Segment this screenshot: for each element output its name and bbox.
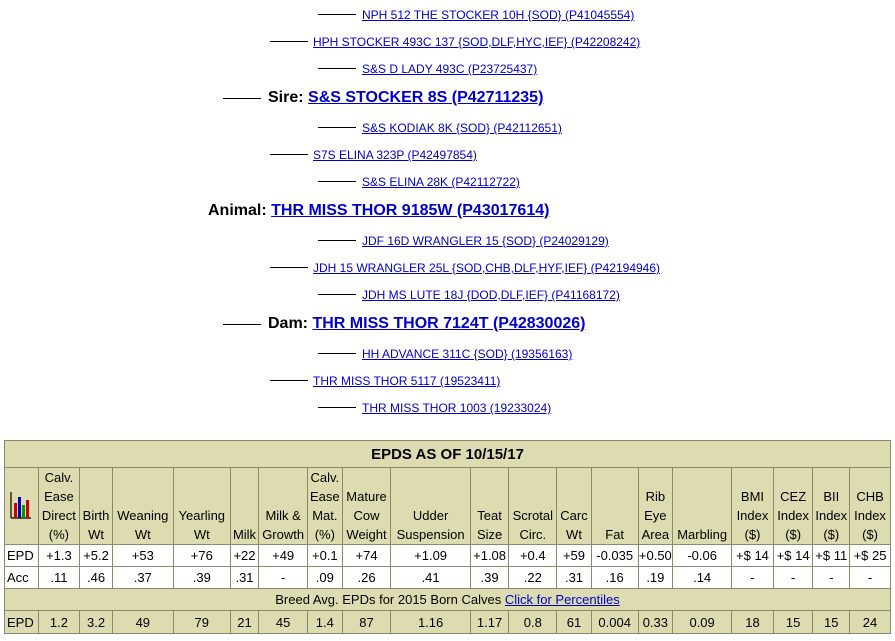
link-gsire-1[interactable]: HPH STOCKER 493C 137 {SOD,DLF,HYC,IEF} (P42208242): [313, 35, 641, 49]
column-header: Teat Size: [470, 468, 509, 545]
epd-value: -0.035: [591, 545, 638, 567]
pedigree-connector: [223, 98, 261, 99]
column-header: Milk: [230, 468, 258, 545]
column-header: Fat: [591, 468, 638, 545]
breed-average-value: 0.004: [591, 611, 638, 634]
link-ggsire-2[interactable]: S&S KODIAK 8K {SOD} (P42112651): [362, 121, 562, 135]
sire-row: [268, 88, 543, 108]
epd-table: [4, 440, 891, 634]
accuracy-value: -: [732, 567, 774, 589]
accuracy-value: .31: [230, 567, 258, 589]
link-gdam-2[interactable]: THR MISS THOR 5117 (19523411): [313, 374, 501, 388]
epd-value: +$ 14: [732, 545, 774, 567]
breed-average-value: 15: [813, 611, 850, 634]
link-ggdam-4[interactable]: THR MISS THOR 1003 (19233024): [362, 401, 552, 415]
epd-row-label: EPD: [5, 545, 39, 567]
epd-value: +1.08: [470, 545, 509, 567]
epd-value: +5.2: [80, 545, 113, 567]
pedigree-connector: [270, 380, 308, 381]
epd-value: +1.3: [38, 545, 80, 567]
link-gsire-2[interactable]: JDH 15 WRANGLER 25L {SOD,CHB,DLF,HYF,IEF} (P42194946): [313, 261, 661, 275]
accuracy-value: .39: [173, 567, 230, 589]
accuracy-value: -: [813, 567, 850, 589]
accuracy-value: .22: [509, 567, 557, 589]
link-ggdam-1[interactable]: S&S D LADY 493C (P23725437): [362, 62, 538, 76]
breed-average-value: 61: [557, 611, 592, 634]
column-header: Milk & Growth: [259, 468, 308, 545]
acc-row-label: Acc: [5, 567, 39, 589]
accuracy-value: .39: [470, 567, 509, 589]
accuracy-value: -: [259, 567, 308, 589]
pedigree-connector: [270, 267, 308, 268]
accuracy-value: -: [773, 567, 813, 589]
column-header: Rib Eye Area: [638, 468, 673, 545]
epd-value: +74: [342, 545, 391, 567]
pedigree-connector: [318, 68, 356, 69]
chart-icon-cell[interactable]: [5, 468, 39, 545]
pedigree-connector: [318, 407, 356, 408]
accuracy-value: .19: [638, 567, 673, 589]
link-ggsire-4[interactable]: HH ADVANCE 311C {SOD} (19356163): [362, 347, 573, 361]
breed-average-value: 1.2: [38, 611, 80, 634]
accuracy-value: .41: [391, 567, 470, 589]
column-header: Carc Wt: [557, 468, 592, 545]
sire-label: Sire:: [268, 89, 304, 106]
link-dam[interactable]: THR MISS THOR 7124T (P42830026): [312, 315, 586, 332]
breed-average-value: 15: [773, 611, 813, 634]
column-header: CHB Index ($): [850, 468, 891, 545]
dam-label: Dam:: [268, 315, 309, 332]
accuracy-value: .26: [342, 567, 391, 589]
pedigree-connector: [318, 127, 356, 128]
column-header: Mature Cow Weight: [342, 468, 391, 545]
link-gdam-1[interactable]: S7S ELINA 323P (P42497854): [313, 148, 477, 162]
breed-average-value: 87: [342, 611, 391, 634]
breed-average-value: 24: [850, 611, 891, 634]
epd-value: +$ 14: [773, 545, 813, 567]
accuracy-value: .37: [112, 567, 173, 589]
epd-value: +53: [112, 545, 173, 567]
accuracy-value: .14: [673, 567, 732, 589]
column-header: Calv. Ease Direct (%): [38, 468, 80, 545]
accuracy-value: .31: [557, 567, 592, 589]
breed-average-title: [5, 589, 891, 611]
column-header: Marbling: [673, 468, 732, 545]
link-ggdam-3[interactable]: JDH MS LUTE 18J {DOD,DLF,IEF} (P41168172): [362, 288, 620, 302]
pedigree-connector: [318, 294, 356, 295]
link-ggsire-1[interactable]: NPH 512 THE STOCKER 10H {SOD} (P41045554): [362, 8, 635, 22]
animal-label: Animal:: [208, 202, 267, 219]
epd-value: +22: [230, 545, 258, 567]
column-header: Udder Suspension: [391, 468, 470, 545]
column-header: Scrotal Circ.: [509, 468, 557, 545]
pedigree-connector: [318, 14, 356, 15]
percentiles-link[interactable]: Click for Percentiles: [504, 592, 620, 607]
link-ggdam-2[interactable]: S&S ELINA 28K (P42112722): [362, 175, 520, 189]
accuracy-value: .46: [80, 567, 113, 589]
column-header: Yearling Wt: [173, 468, 230, 545]
accuracy-value: .11: [38, 567, 80, 589]
link-ggsire-3[interactable]: JDF 16D WRANGLER 15 {SOD} (P24029129): [362, 234, 609, 248]
pedigree-connector: [318, 240, 356, 241]
breed-average-value: 1.17: [470, 611, 509, 634]
breed-average-value: 0.33: [638, 611, 673, 634]
breed-average-value: 79: [173, 611, 230, 634]
breed-average-value: 3.2: [80, 611, 113, 634]
bar-chart-icon[interactable]: [10, 491, 32, 519]
breed-average-value: 45: [259, 611, 308, 634]
animal-row: [208, 201, 549, 221]
column-header: Birth Wt: [80, 468, 113, 545]
column-header: Calv. Ease Mat. (%): [308, 468, 343, 545]
pedigree-connector: [270, 154, 308, 155]
column-header: BMI Index ($): [732, 468, 774, 545]
column-header: CEZ Index ($): [773, 468, 813, 545]
breed-average-value: 49: [112, 611, 173, 634]
epd-value: +0.4: [509, 545, 557, 567]
epd-value: +0.1: [308, 545, 343, 567]
breed-average-value: 0.09: [673, 611, 732, 634]
breed-row-label: EPD: [5, 611, 39, 634]
pedigree-connector: [223, 324, 261, 325]
epd-value: +0.50: [638, 545, 673, 567]
dam-row: [268, 314, 585, 334]
pedigree-connector: [318, 181, 356, 182]
accuracy-value: .16: [591, 567, 638, 589]
breed-average-value: 18: [732, 611, 774, 634]
breed-average-value: 1.16: [391, 611, 470, 634]
pedigree-connector: [270, 41, 308, 42]
breed-average-label: Breed Avg. EPDs for 2015 Born Calves: [275, 592, 502, 607]
epd-value: +$ 11: [813, 545, 850, 567]
breed-average-value: 0.8: [509, 611, 557, 634]
column-header: Weaning Wt: [112, 468, 173, 545]
epd-value: -0.06: [673, 545, 732, 567]
breed-average-value: 21: [230, 611, 258, 634]
link-sire[interactable]: S&S STOCKER 8S (P42711235): [308, 89, 544, 106]
epd-value: +$ 25: [850, 545, 891, 567]
accuracy-value: -: [850, 567, 891, 589]
breed-average-value: 1.4: [308, 611, 343, 634]
link-animal[interactable]: THR MISS THOR 9185W (P43017614): [271, 202, 550, 219]
epd-value: +76: [173, 545, 230, 567]
epd-value: +1.09: [391, 545, 470, 567]
column-header: BII Index ($): [813, 468, 850, 545]
epd-value: +49: [259, 545, 308, 567]
accuracy-value: .09: [308, 567, 343, 589]
pedigree-connector: [318, 353, 356, 354]
epd-title: EPDS AS OF 10/15/17: [5, 441, 891, 468]
epd-value: +59: [557, 545, 592, 567]
